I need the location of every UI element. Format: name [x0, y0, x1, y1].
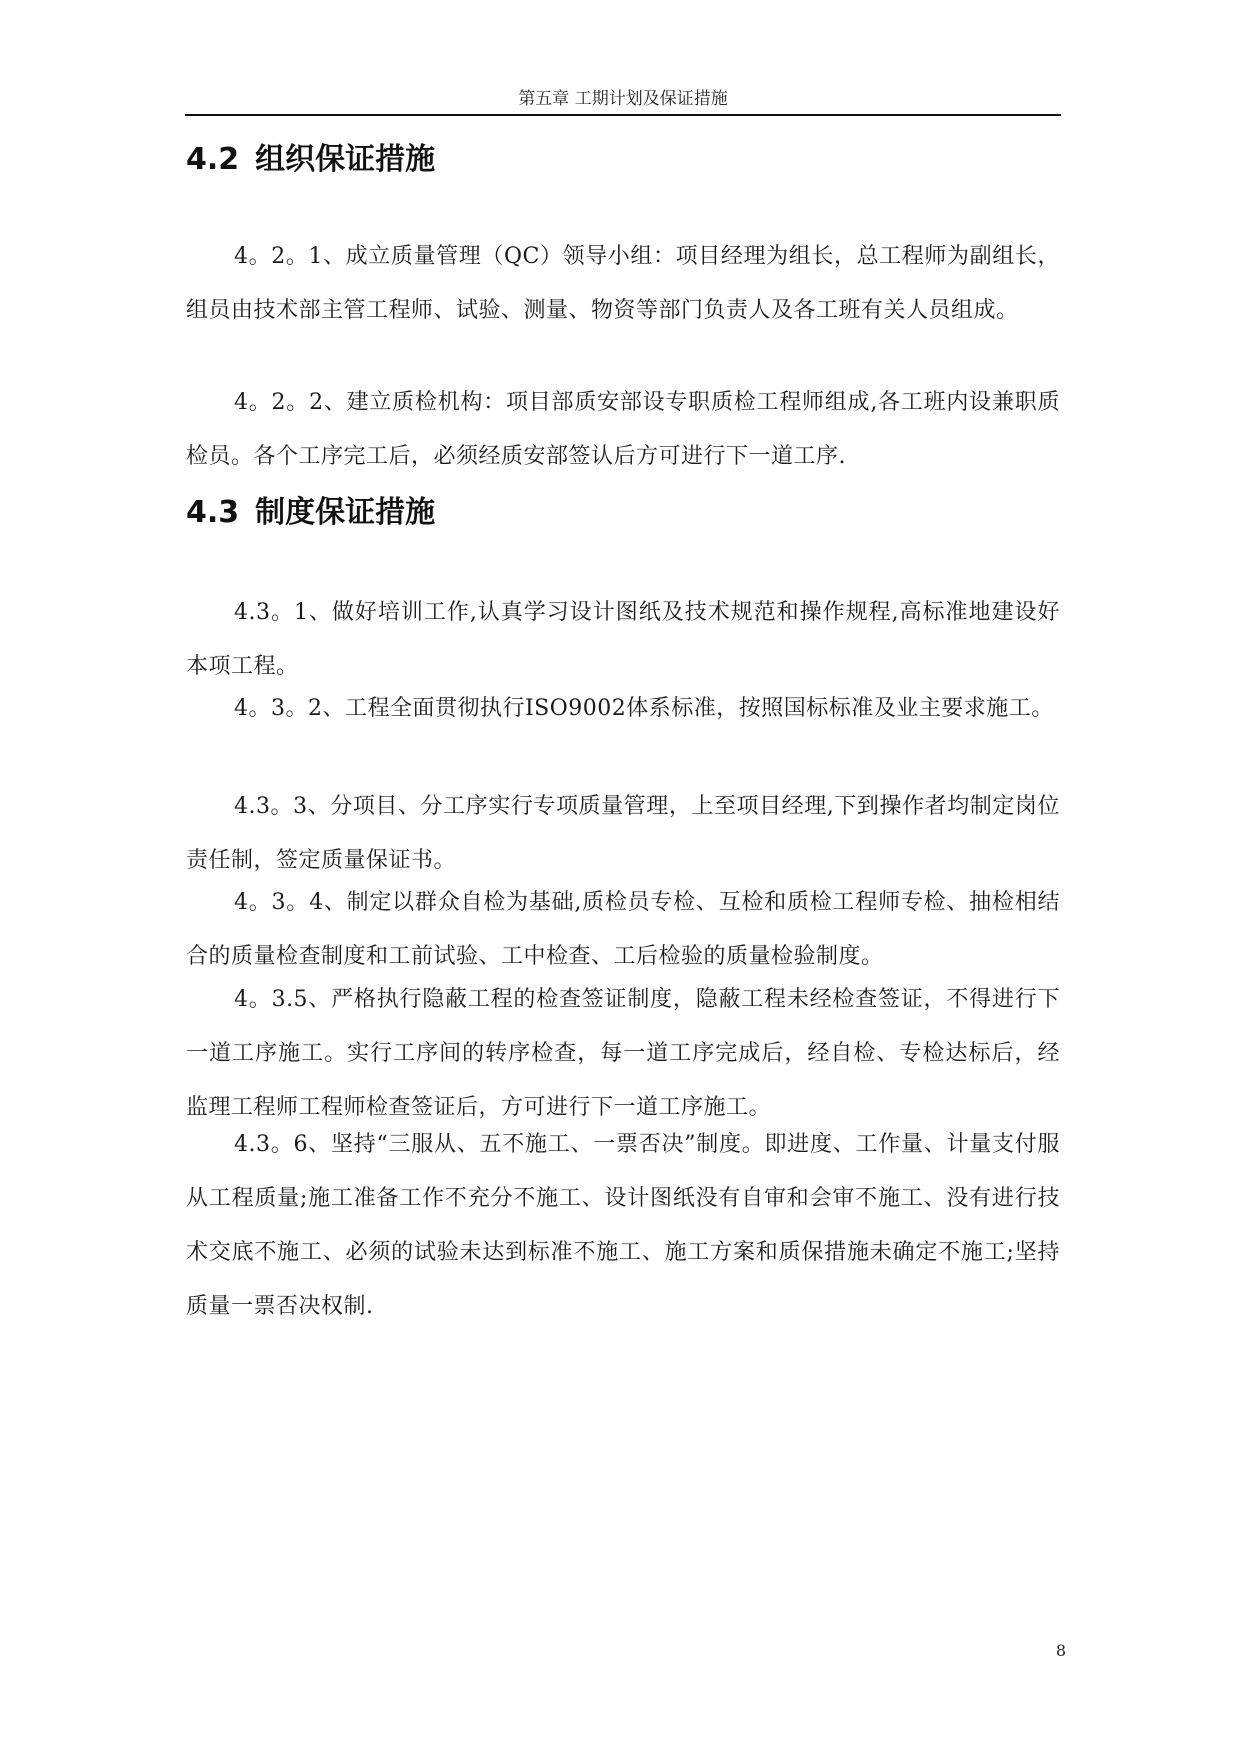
header-rule	[185, 114, 1061, 116]
section-title: 组织保证措施	[255, 142, 436, 177]
section-heading-4-3	[186, 493, 435, 533]
paragraph-4-3-4: 4。3。4、制定以群众自检为基础,质检员专检、互检和质检工程师专检、抽检相结合的质量检查制度和工前试验、工中检查、工后检验的质量检验制度。	[186, 890, 1060, 969]
paragraph-4-3-2: 4。3。2、工程全面贯彻执行ISO9002体系标准，按照国标标准及业主要求施工。	[234, 696, 1054, 721]
paragraph-4-3-3: 4.3。3、分项目、分工序实行专项质量管理，上至项目经理,下到操作者均制定岗位责任制，签定质量保证书。	[186, 794, 1060, 873]
section-number: 4.2	[186, 142, 240, 177]
page-header: 第五章 工期计划及保证措施	[518, 89, 728, 109]
paragraph-4-2-1: 4。2。1、成立质量管理（QC）领导小组：项目经理为组长，总工程师为副组长，组员由技术部主管工程师、试验、测量、物资等部门负责人及各工班有关人员组成。	[186, 244, 1060, 323]
section-title: 制度保证措施	[255, 495, 436, 530]
section-number: 4.3	[186, 495, 240, 530]
page-number: 8	[1055, 1641, 1066, 1660]
paragraph-4-3-6: 4.3。6、坚持“三服从、五不施工、一票否决”制度。即进度、工作量、计量支付服从工程质量;施工准备工作不充分不施工、设计图纸没有自审和会审不施工、没有进行技术交底不施工、必须的试验未达到标准不施工、施工方案和质保措施未确定不施工;坚持质量一票否决权制.	[186, 1132, 1060, 1319]
section-heading-4-2	[186, 140, 435, 180]
paragraph-4-3-5: 4。3.5、严格执行隐蔽工程的检查签证制度，隐蔽工程未经检查签证，不得进行下一道工序施工。实行工序间的转序检查，每一道工序完成后，经自检、专检达标后，经监理工程师工程师检查签证后，方可进行下一道工序施工。	[186, 987, 1060, 1120]
paragraph-4-3-1: 4.3。1、做好培训工作,认真学习设计图纸及技术规范和操作规程,高标准地建设好本项工程。	[186, 600, 1060, 679]
paragraph-4-2-2: 4。2。2、建立质检机构：项目部质安部设专职质检工程师组成,各工班内设兼职质检员。各个工序完工后，必须经质安部签认后方可进行下一道工序.	[186, 390, 1060, 469]
